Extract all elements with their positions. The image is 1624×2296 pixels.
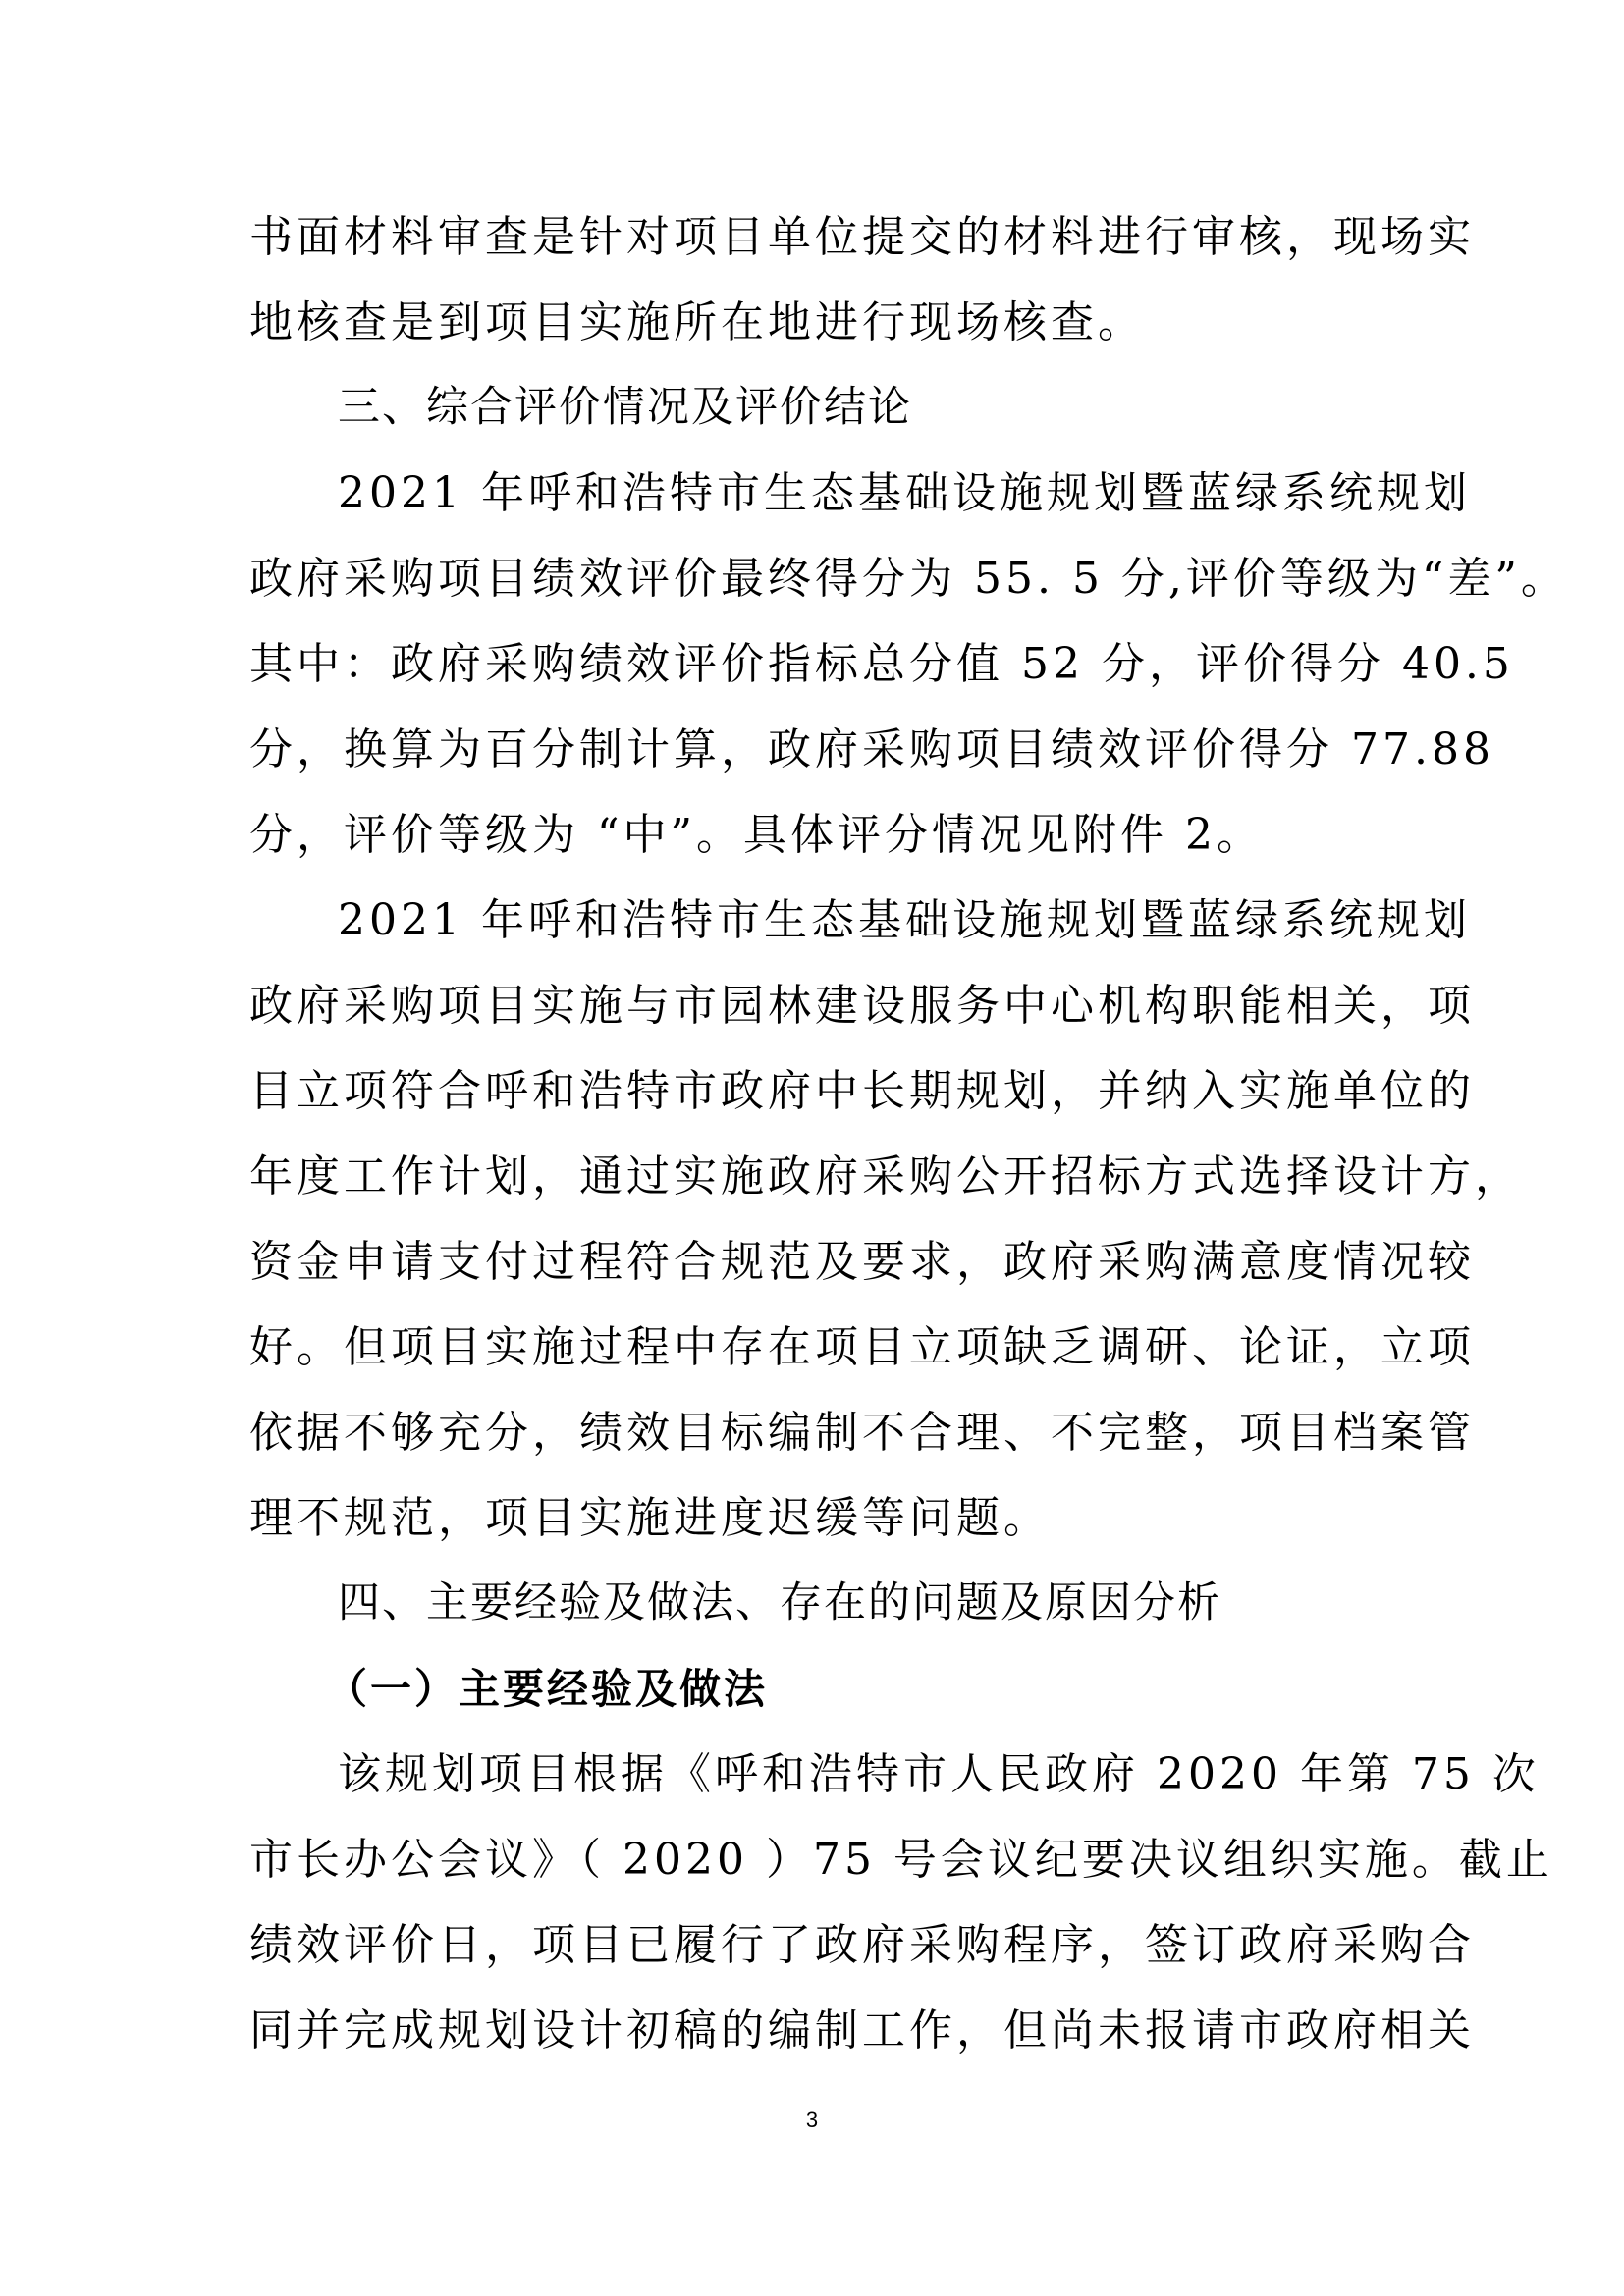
text-line: 依据不够充分，绩效目标编制不合理、不完整，项目档案管 xyxy=(249,1408,1475,1458)
text-line: 好。但项目实施过程中存在项目立项缺乏调研、论证，立项 xyxy=(249,1322,1475,1372)
page-body xyxy=(249,194,1568,2073)
text-line: 该规划项目根据《呼和浩特市人民政府 2020 年第 75 次 xyxy=(338,1749,1540,1799)
section-heading-3: 三、综合评价情况及评价结论 xyxy=(338,383,912,432)
paragraph-main-experience xyxy=(249,1732,1553,2073)
text-line: 资金申请支付过程符合规范及要求，政府采购满意度情况较 xyxy=(249,1237,1475,1287)
text-line: 地核查是到项目实施所在地进行现场核查。 xyxy=(249,297,1145,347)
text-line: 2021 年呼和浩特市生态基础设施规划暨蓝绿系统规划 xyxy=(338,895,1471,945)
text-line: 分，换算为百分制计算，政府采购项目绩效评价得分 77.88 xyxy=(249,724,1494,774)
paragraph-evaluation-conclusion xyxy=(249,878,1522,1561)
subsection-heading-1: （一）主要经验及做法 xyxy=(326,1665,769,1713)
text-line: 理不规范，项目实施进度迟缓等问题。 xyxy=(249,1493,1051,1543)
text-line: 绩效评价日，项目已履行了政府采购程序，签订政府采购合 xyxy=(249,1920,1475,1970)
paragraph-review-methods xyxy=(249,194,1475,365)
text-line: 分，评价等级为 “中”。具体评分情况见附件 2。 xyxy=(249,810,1264,860)
text-line: 市长办公会议》（ 2020 ）75 号会议纪要决议组织实施。截止 xyxy=(249,1835,1553,1885)
text-line: 目立项符合呼和浩特市政府中长期规划，并纳入实施单位的 xyxy=(249,1066,1475,1116)
text-line: 政府采购项目实施与市园林建设服务中心机构职能相关，项 xyxy=(249,981,1475,1031)
page-number: 3 xyxy=(805,2108,819,2132)
text-line: 其中：政府采购绩效评价指标总分值 52 分，评价得分 40.5 xyxy=(249,639,1514,689)
text-line: 书面材料审查是针对项目单位提交的材料进行审核，现场实 xyxy=(249,212,1475,262)
paragraph-score-summary xyxy=(249,451,1568,878)
text-line: 2021 年呼和浩特市生态基础设施规划暨蓝绿系统规划 xyxy=(338,468,1471,518)
section-heading-4: 四、主要经验及做法、存在的问题及原因分析 xyxy=(338,1578,1221,1628)
text-line: 政府采购项目绩效评价最终得分为 55. 5 分,评价等级为“差”。 xyxy=(249,554,1568,604)
text-line: 同并完成规划设计初稿的编制工作，但尚未报请市政府相关 xyxy=(249,2005,1475,2056)
text-line: 年度工作计划，通过实施政府采购公开招标方式选择设计方， xyxy=(249,1151,1522,1201)
